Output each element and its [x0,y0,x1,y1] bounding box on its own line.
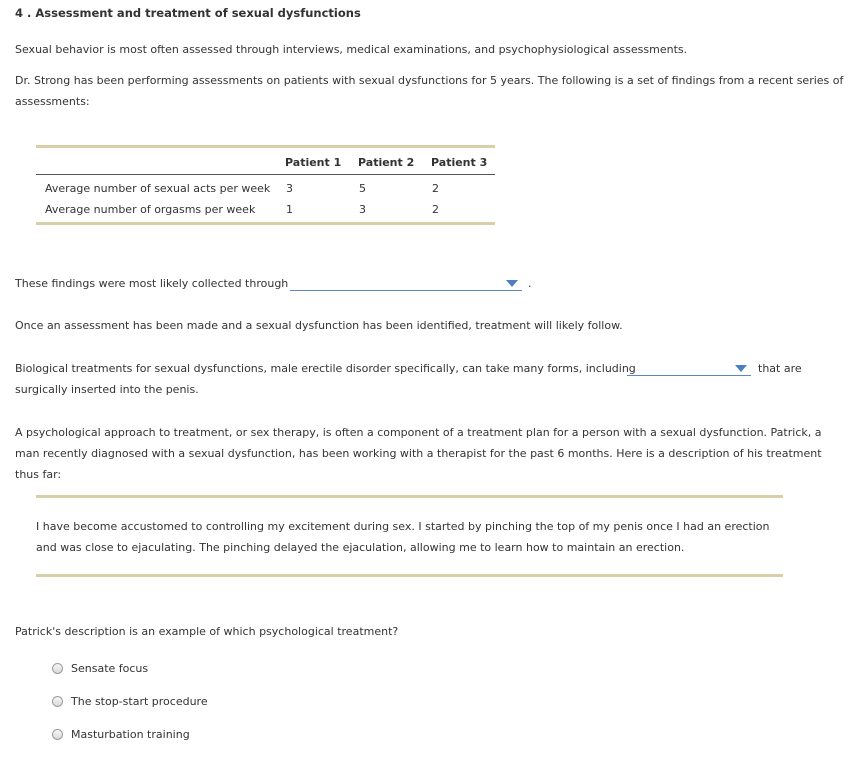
header-patient-3: Patient 3 [431,156,488,169]
quote-top-bar [36,495,783,498]
chevron-down-icon [735,365,747,372]
table-cell: 3 [286,182,293,195]
blank2-dropdown[interactable] [627,363,751,376]
table-cell: 3 [359,203,366,216]
option-stop-start[interactable] [52,693,208,709]
radio-button[interactable] [52,729,63,740]
table-cell: 2 [432,182,439,195]
table-cell: 5 [359,182,366,195]
patient-quote: I have become accustomed to controlling my excitement during sex. I started by pinching the top of my penis once I had an erection and was close to ejaculating. The pinching delayed the ejaculation, allowing me to learn how to maintain an erection. [36,520,770,554]
table-bottom-bar [36,222,495,225]
scenario-text: Dr. Strong has been performing assessments on patients with sexual dysfunctions for 5 years. The following is a set of findings from a recent series of assessments: [15,74,844,108]
option-sensate-focus[interactable] [52,660,148,676]
blank2-suffix: that are [758,362,802,375]
option-masturbation-training[interactable] [52,726,190,742]
row-label: Average number of orgasms per week [45,203,256,216]
blank2-continuation: surgically inserted into the penis. [15,383,199,396]
psych-intro-text: A psychological approach to treatment, or sex therapy, is often a component of a treatment plan for a person with a sexual dysfunction. Patrick, a man recently diagnosed with a sexual dysfunction, has been working with a therapist for the past 6 months. Here is a description of his treatment thus far: [15,426,822,481]
row-label: Average number of sexual acts per week [45,182,271,195]
table-header-row [36,148,495,175]
option-label: The stop-start procedure [71,694,208,708]
question-title: 4 . Assessment and treatment of sexual dysfunctions [15,6,361,20]
chevron-down-icon [506,280,518,287]
quote-bottom-bar [36,574,783,577]
radio-button[interactable] [52,696,63,707]
blank1-dropdown[interactable] [290,278,522,291]
option-label: Masturbation training [71,727,190,741]
table-cell: 1 [286,203,293,216]
mc-prompt: Patrick's description is an example of which psychological treatment? [15,625,399,638]
followup-text: Once an assessment has been made and a sexual dysfunction has been identified, treatment will likely follow. [15,319,623,332]
option-label: Sensate focus [71,661,149,675]
blank2-prefix: Biological treatments for sexual dysfunctions, male erectile disorder specifically, can take many forms, including [15,362,636,375]
radio-button[interactable] [52,663,63,674]
table-row [36,199,495,220]
intro-text: Sexual behavior is most often assessed through interviews, medical examinations, and psychophysiological assessments. [15,43,688,56]
findings-table [36,145,495,225]
blank1-suffix: . [528,277,532,290]
blank1-prefix: These findings were most likely collected through [15,277,289,290]
header-patient-1: Patient 1 [285,156,342,169]
table-cell: 2 [432,203,439,216]
header-patient-2: Patient 2 [358,156,415,169]
table-row [36,178,495,199]
